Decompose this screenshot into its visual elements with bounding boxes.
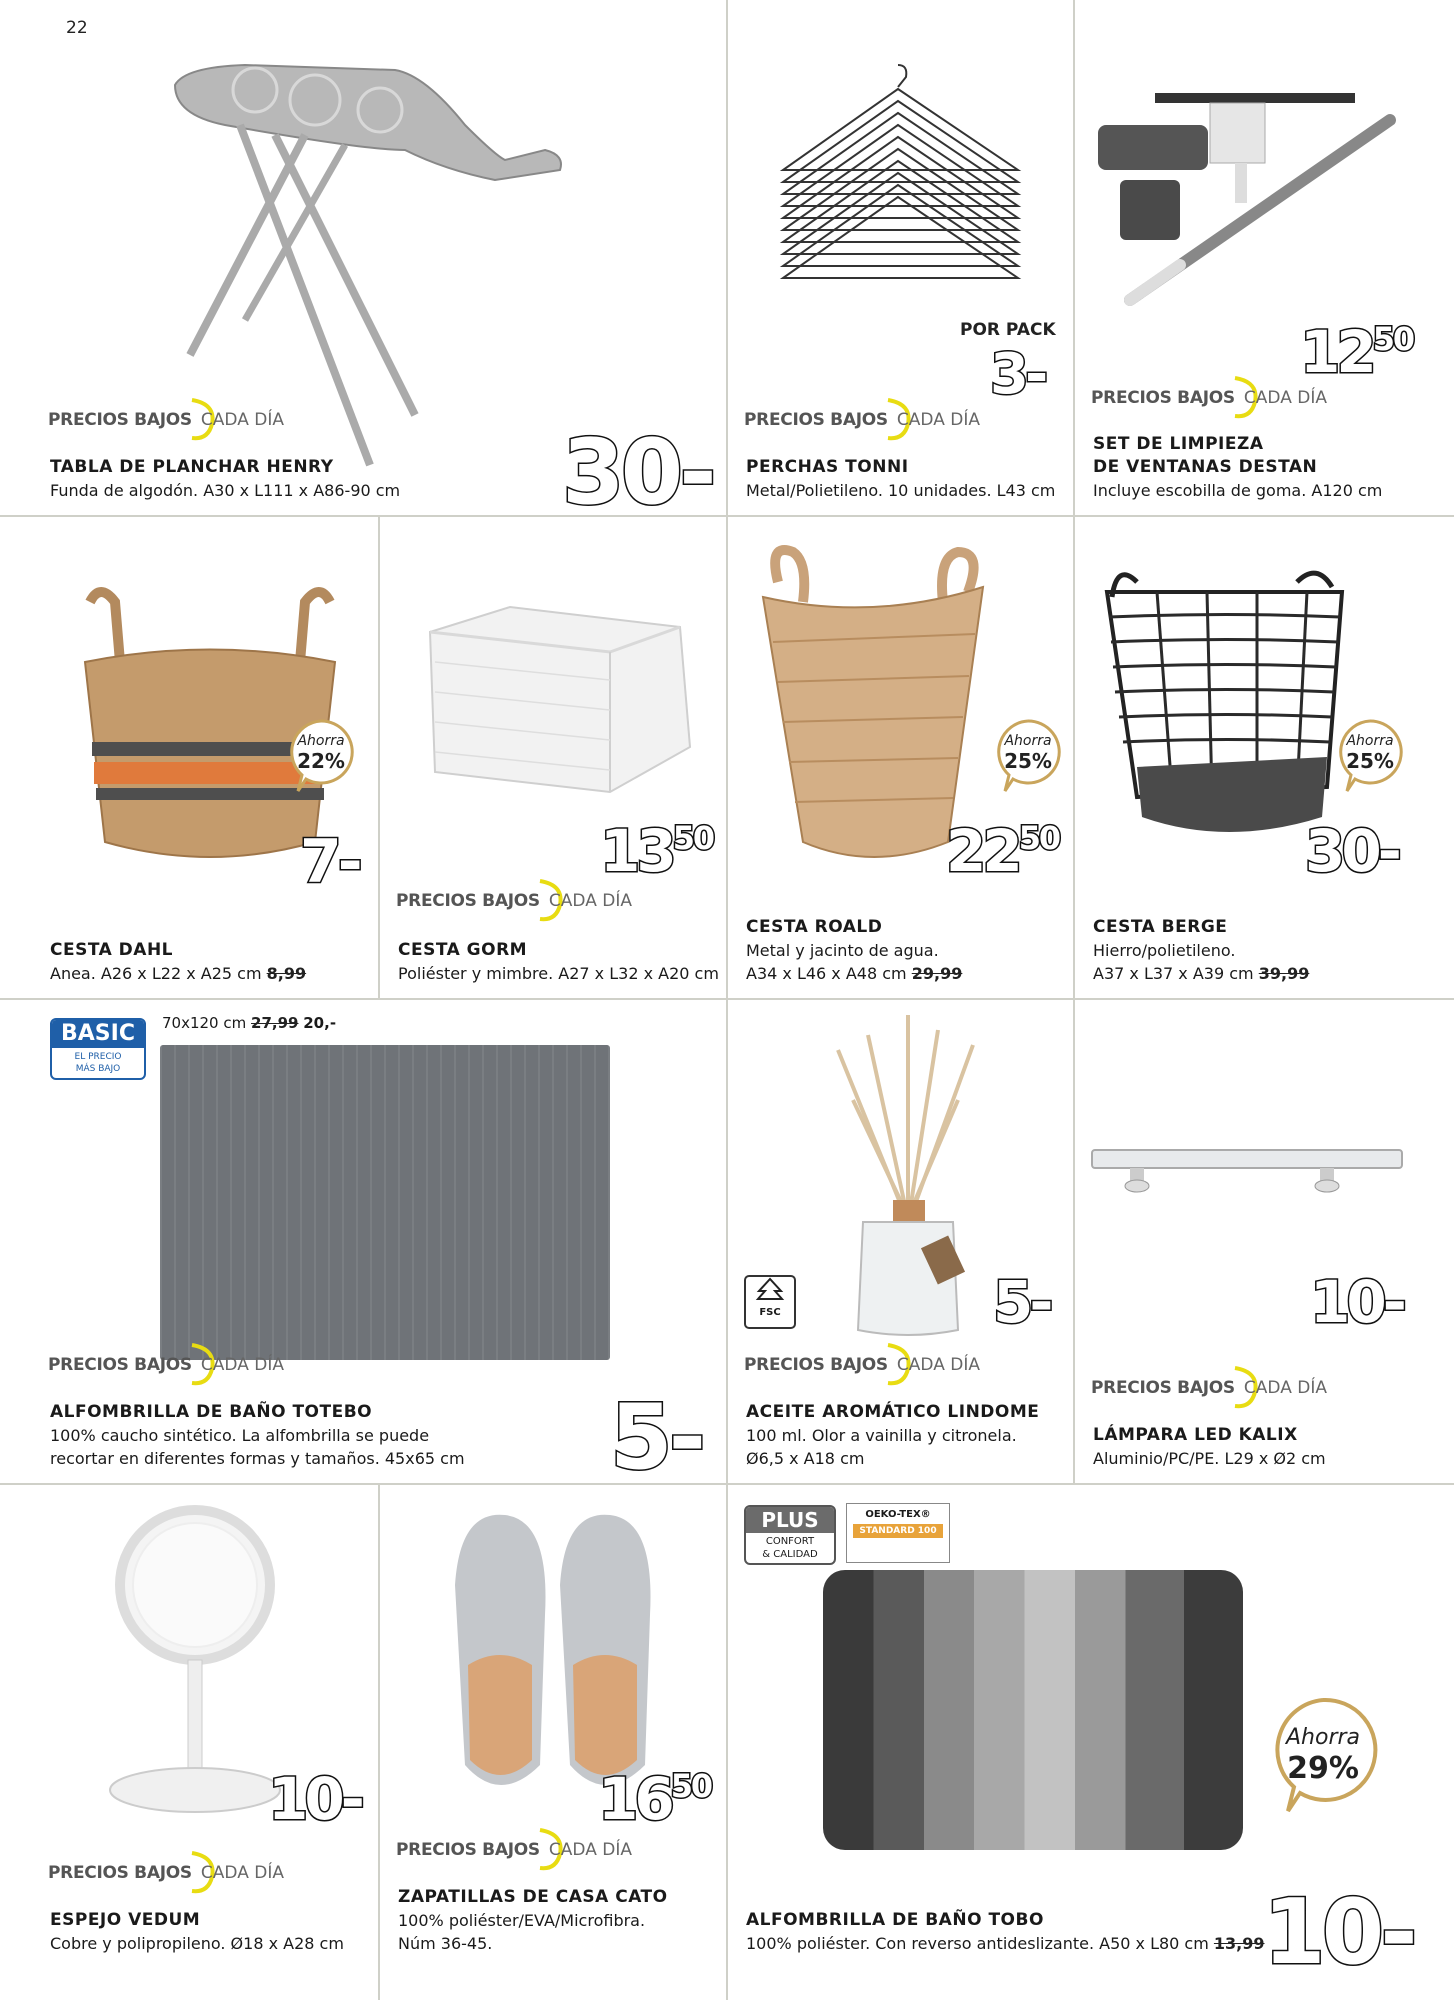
plus-badge-label: PLUS [746, 1507, 834, 1533]
product-title: ALFOMBRILLA DE BAÑO TOTEBO [50, 1402, 373, 1422]
precios-bajos-logo: PRECIOS BAJOS CADA DÍA [48, 1345, 284, 1385]
savings-badge: Ahorra 22% [286, 717, 356, 795]
bath-mat-totebo-image [160, 1045, 610, 1360]
product-description: Cobre y polipropileno. Ø18 x A28 cm [50, 1934, 344, 1953]
price-tag: $16^{50}$ [598, 1765, 712, 1833]
old-price: 13,99 [1213, 1934, 1265, 1953]
old-price: 39,99 [1258, 964, 1310, 983]
product-espejo-vedum[interactable] [0, 1485, 378, 2000]
precios-bajos-logo: PRECIOS BAJOS CADA DÍA [744, 400, 980, 440]
product-title: TABLA DE PLANCHAR HENRY [50, 457, 334, 477]
precios-bajos-logo: PRECIOS BAJOS CADA DÍA [1091, 378, 1327, 418]
price-tag: 10- [1310, 1268, 1403, 1336]
basic-badge-label: BASIC [52, 1020, 144, 1048]
variant-price-line: 70x120 cm 27,99 20,- [162, 1014, 337, 1032]
product-description: 100% caucho sintético. La alfombrilla se puede [50, 1426, 430, 1445]
precios-bajos-logo: PRECIOS BAJOS CADA DÍA [1091, 1368, 1327, 1408]
product-title: LÁMPARA LED KALIX [1093, 1425, 1298, 1445]
product-description: Aluminio/PC/PE. L29 x Ø2 cm [1093, 1449, 1326, 1468]
product-title: ZAPATILLAS DE CASA CATO [398, 1887, 668, 1907]
precios-bajos-logo: PRECIOS BAJOS CADA DÍA [48, 400, 284, 440]
product-description: Metal y jacinto de agua. [746, 941, 939, 960]
product-title: ALFOMBRILLA DE BAÑO TOBO [746, 1910, 1044, 1930]
product-cesta-berge[interactable] [1075, 517, 1454, 998]
price-tag: 3- [990, 342, 1045, 407]
oeko-tex-label: OEKO-TEX® STANDARD 100 [846, 1503, 950, 1563]
fsc-logo: FSC [744, 1275, 796, 1329]
price-tag: 30- [1305, 817, 1398, 885]
product-alfombrilla-tobo[interactable] [728, 1485, 1454, 2000]
page-number: 22 [66, 18, 88, 38]
product-description-line2: Núm 36-45. [398, 1934, 493, 1953]
savings-badge: Ahorra 25% [993, 717, 1063, 795]
product-title: ACEITE AROMÁTICO LINDOME [746, 1402, 1040, 1422]
product-lampara-kalix[interactable] [1075, 1000, 1454, 1483]
product-description: 100% poliéster/EVA/Microfibra. [398, 1911, 646, 1930]
product-tabla-henry[interactable] [0, 0, 726, 515]
product-perchas-tonni[interactable] [728, 0, 1073, 515]
precios-bajos-logo: PRECIOS BAJOS CADA DÍA [396, 1830, 632, 1870]
old-price: 29,99 [911, 964, 963, 983]
led-lamp-image [1090, 1140, 1410, 1200]
precios-bajos-logo: PRECIOS BAJOS CADA DÍA [744, 1345, 980, 1385]
product-cesta-dahl[interactable] [0, 517, 378, 998]
price-tag: 7- [300, 827, 359, 897]
product-title-line2: DE VENTANAS DESTAN [1093, 457, 1318, 477]
price-note: POR PACK [960, 320, 1056, 340]
product-title: CESTA DAHL [50, 940, 174, 960]
product-description-line2: A34 x L46 x A48 cm 29,99 [746, 964, 963, 983]
product-description: 100% poliéster. Con reverso antideslizante. A50 x L80 cm 13,99 [746, 1934, 1265, 1953]
fsc-tree-icon [755, 1277, 785, 1303]
price-tag: 30- [562, 420, 713, 515]
product-alfombrilla-totebo[interactable] [0, 1000, 726, 1483]
product-description: Incluye escobilla de goma. A120 cm [1093, 481, 1383, 500]
product-title: SET DE LIMPIEZA [1093, 434, 1264, 454]
product-cesta-roald[interactable] [728, 517, 1073, 998]
price-tag: $12^{50}$ [1300, 318, 1414, 386]
mirror-image [95, 1505, 295, 1825]
product-cesta-gorm[interactable] [380, 517, 726, 998]
plus-badge: PLUS CONFORT & CALIDAD [744, 1505, 836, 1565]
price-tag: 10- [268, 1765, 361, 1833]
product-description: 100 ml. Olor a vainilla y citronela. [746, 1426, 1017, 1445]
bath-mat-tobo-image [823, 1570, 1243, 1850]
price-tag: 5- [993, 1268, 1050, 1336]
product-set-limpieza-destan[interactable] [1075, 0, 1454, 515]
savings-badge: Ahorra 29% [1268, 1695, 1378, 1817]
product-aceite-lindome[interactable] [728, 1000, 1073, 1483]
product-title: CESTA BERGE [1093, 917, 1228, 937]
price-tag: 5- [610, 1385, 702, 1483]
basic-badge: BASIC EL PRECIO MÁS BAJO [50, 1018, 146, 1080]
price-tag: $22^{50}$ [946, 817, 1060, 885]
reed-diffuser-image [808, 1010, 1008, 1340]
product-title: CESTA GORM [398, 940, 528, 960]
old-price: 8,99 [266, 964, 307, 983]
product-description-line2: Ø6,5 x A18 cm [746, 1449, 865, 1468]
product-description-line2: recortar en diferentes formas y tamaños. 45x65 cm [50, 1449, 465, 1468]
product-title: ESPEJO VEDUM [50, 1910, 201, 1930]
savings-badge: Ahorra 25% [1335, 717, 1405, 795]
product-title: PERCHAS TONNI [746, 457, 909, 477]
product-description-line2: A37 x L37 x A39 cm 39,99 [1093, 964, 1310, 983]
product-description: Metal/Polietileno. 10 unidades. L43 cm [746, 481, 1056, 500]
price-tag: $13^{50}$ [600, 817, 714, 885]
precios-bajos-logo: PRECIOS BAJOS CADA DÍA [48, 1853, 284, 1893]
slippers-image [440, 1505, 670, 1805]
hangers-image [768, 55, 1028, 315]
precios-bajos-logo: PRECIOS BAJOS CADA DÍA [396, 881, 632, 921]
product-title: CESTA ROALD [746, 917, 883, 937]
product-description: Anea. A26 x L22 x A25 cm 8,99 [50, 964, 307, 983]
product-description: Hierro/polietileno. [1093, 941, 1236, 960]
basket-berge-image [1097, 557, 1357, 857]
price-tag: 10- [1263, 1880, 1414, 1985]
cleaning-set-image [1090, 85, 1410, 325]
product-description: Poliéster y mimbre. A27 x L32 x A20 cm [398, 964, 719, 983]
product-description: Funda de algodón. A30 x L111 x A86-90 cm [50, 481, 401, 500]
basket-gorm-image [410, 602, 700, 802]
product-zapatillas-cato[interactable] [380, 1485, 726, 2000]
